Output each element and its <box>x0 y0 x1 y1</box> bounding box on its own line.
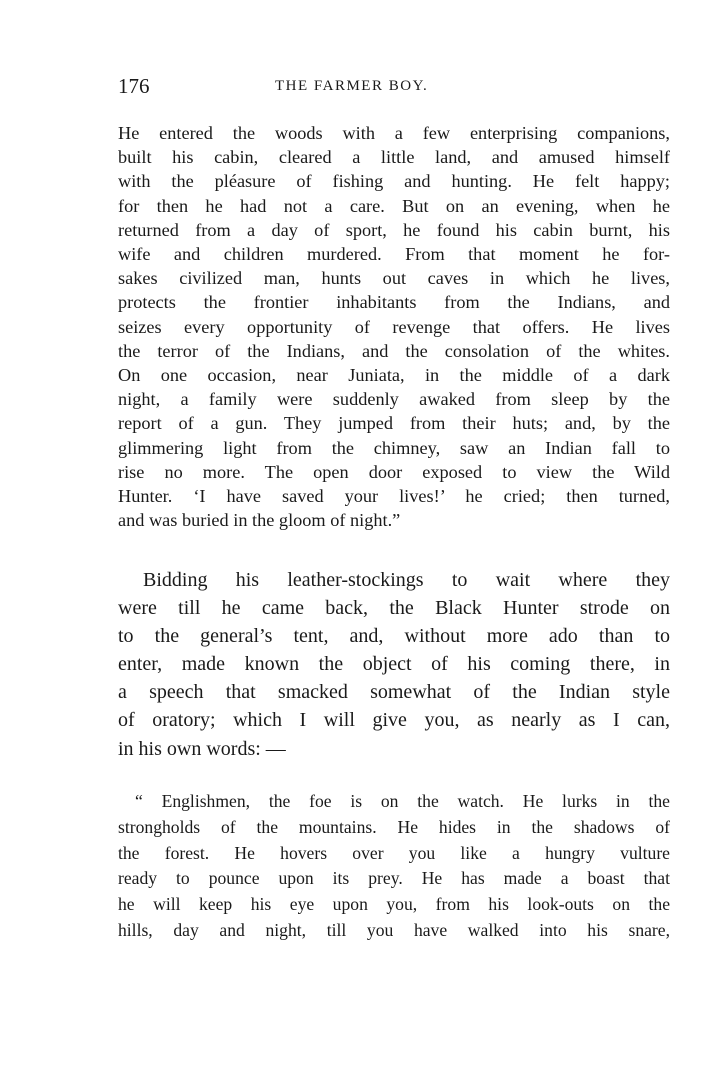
page-number: 176 <box>118 74 150 98</box>
text-line: night, a family were suddenly awaked from sleep by the <box>118 389 670 410</box>
text-line: the forest. He hovers over you like a hungry vulture <box>118 842 670 863</box>
text-line: enter, made known the object of his coming there, in <box>118 653 670 676</box>
text-line: “ Englishmen, the foe is on the watch. He lurks in the <box>135 791 670 811</box>
text-line: with the pléasure of fishing and hunting. He felt happy; <box>118 171 670 192</box>
text-line: On one occasion, near Juniata, in the middle of a dark <box>118 365 670 386</box>
text-line: seizes every opportunity of revenge that offers. He lives <box>118 316 670 337</box>
text-line: strongholds of the mountains. He hides in the shadows of <box>118 816 670 837</box>
text-line: sakes civilized man, hunts out caves in which he lives, <box>118 268 670 289</box>
text-line: and was buried in the gloom of night.” <box>118 510 401 531</box>
text-line: He entered the woods with a few enterprising companions, <box>118 123 670 143</box>
text-line: to the general’s tent, and, without more ado than to <box>118 625 670 648</box>
text-line: he will keep his eye upon you, from his look-outs on the <box>118 894 670 915</box>
text-line: report of a gun. They jumped from their huts; and, by the <box>118 413 670 434</box>
text-line: wife and children murdered. From that moment he for- <box>118 244 670 265</box>
text-line: a speech that smacked somewhat of the Indian style <box>118 681 670 704</box>
text-line: for then he had not a care. But on an evening, when he <box>118 195 670 216</box>
text-line: were till he came back, the Black Hunter strode on <box>118 597 670 620</box>
running-title: THE FARMER BOY. <box>275 78 429 94</box>
text-line: built his cabin, cleared a little land, and amused himself <box>118 147 670 168</box>
text-line: Bidding his leather-stockings to wait where they <box>143 569 670 591</box>
text-line: hills, day and night, till you have walked into his snare, <box>118 919 670 940</box>
text-line: rise no more. The open door exposed to view the Wild <box>118 461 670 482</box>
text-line: the terror of the Indians, and the consolation of the whites. <box>118 340 670 361</box>
text-line: returned from a day of sport, he found his cabin burnt, his <box>118 219 670 240</box>
paragraph-speech <box>118 789 670 944</box>
text-line: ready to pounce upon its prey. He has made a boast that <box>118 868 670 889</box>
paragraph-narrative <box>118 566 670 763</box>
paragraph-quoted-story <box>118 121 670 532</box>
text-line: Hunter. ‘I have saved your lives!’ he cried; then turned, <box>118 486 670 507</box>
text-line: glimmering light from the chimney, saw an Indian fall to <box>118 437 670 458</box>
text-line: protects the frontier inhabitants from the Indians, and <box>118 292 670 313</box>
text-line: of oratory; which I will give you, as nearly as I can, <box>118 709 670 732</box>
text-line: in his own words: — <box>118 737 286 760</box>
